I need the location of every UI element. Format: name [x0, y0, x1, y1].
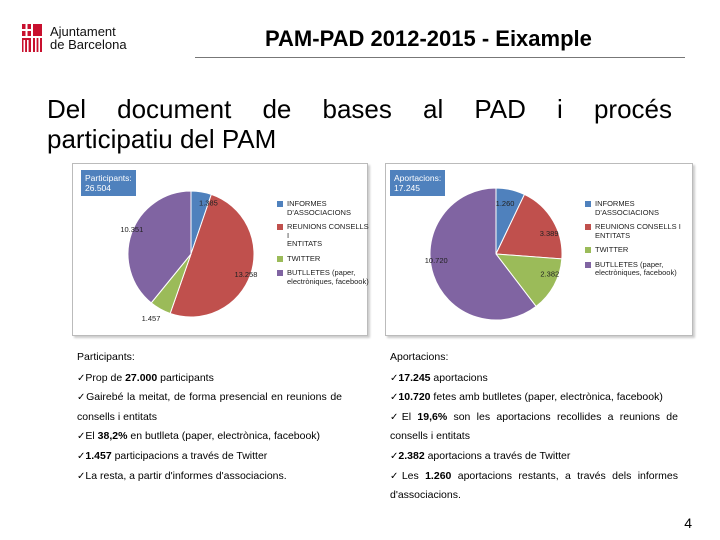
bullet-item: ✓1.457 participacions a través de Twitter	[77, 449, 268, 462]
legend-label: TWITTER	[595, 245, 629, 254]
check-icon: ✓	[390, 392, 399, 404]
bullet-item: ✓Prop de 27.000 participants	[77, 371, 214, 384]
check-icon: ✓	[390, 470, 402, 482]
badge-label: Aportacions:	[394, 173, 442, 183]
participants-chart-panel	[72, 163, 368, 336]
legend-label: electròniques, facebook)	[595, 268, 677, 277]
header-divider	[195, 57, 685, 58]
bullet-item: ✓Gairebé la meitat, de forma presencial en reunions de consells i entitats	[77, 391, 342, 423]
badge-value: 26.504	[85, 183, 111, 193]
check-icon: ✓	[77, 470, 86, 482]
aportacions-heading: Aportacions:	[390, 351, 449, 363]
legend-swatch	[585, 247, 591, 253]
badge-label: Participants:	[85, 173, 132, 183]
slice-label-butlletes: 10.351	[120, 225, 144, 235]
participants-legend	[277, 200, 369, 292]
legend-item-reunions	[585, 223, 691, 240]
legend-item-twitter	[585, 246, 691, 255]
bullet-item: ✓17.245 aportacions	[390, 371, 488, 384]
aportacions-text	[390, 348, 678, 506]
page-number: 4	[684, 515, 692, 531]
slice-label-twitter: 2.382	[540, 269, 560, 279]
legend-swatch	[277, 270, 283, 276]
legend-label: REUNIONS CONSELLS I	[595, 222, 681, 231]
check-icon: ✓	[390, 411, 402, 423]
slice-label-butlletes: 10.720	[424, 255, 448, 265]
legend-label: BUTLLETES (paper,	[287, 268, 356, 277]
legend-swatch	[277, 256, 283, 262]
slice-label-twitter: 1.457	[141, 313, 161, 323]
legend-item-butlletes	[277, 269, 369, 286]
slice-label-reunions: 13.258	[234, 269, 258, 279]
legend-swatch	[277, 224, 283, 230]
title-word: i	[557, 94, 563, 124]
legend-item-informes	[585, 200, 691, 217]
bullet-item: ✓El 38,2% en butlleta (paper, electrònica, facebook)	[77, 430, 321, 443]
title-word: Del	[47, 94, 87, 124]
legend-swatch	[585, 262, 591, 268]
badge-value: 17.245	[394, 183, 420, 193]
legend-label: ENTITATS	[287, 239, 323, 248]
check-icon: ✓	[390, 450, 399, 462]
participants-heading: Participants:	[77, 351, 135, 363]
legend-item-reunions	[277, 223, 369, 249]
check-icon: ✓	[77, 392, 87, 404]
legend-item-informes	[277, 200, 369, 217]
slice-label-informes: 1.260	[495, 199, 515, 209]
bullet-item: ✓2.382 aportacions a través de Twitter	[390, 449, 571, 462]
barcelona-shield-icon	[22, 24, 42, 52]
check-icon: ✓	[77, 450, 86, 462]
aportacions-chart-panel	[385, 163, 693, 336]
legend-label: D'ASSOCIACIONS	[287, 207, 351, 217]
legend-swatch	[585, 201, 591, 207]
title-word: al	[423, 94, 444, 124]
logo-line2: de Barcelona	[50, 37, 127, 52]
title-line1	[47, 94, 672, 124]
bullet-item: ✓10.720 fetes amb butlletes (paper, electrònica, facebook)	[390, 391, 663, 404]
check-icon: ✓	[390, 372, 399, 384]
check-icon: ✓	[77, 372, 86, 384]
legend-label: TWITTER	[287, 253, 321, 263]
bullet-item: ✓La resta, a partir d'informes d'associacions.	[77, 469, 287, 482]
bullet-item: ✓El 19,6% son les aportacions recollides a reunions de consells i entitats	[390, 410, 678, 443]
legend-label: D'ASSOCIACIONS	[595, 207, 659, 217]
logo-line1: Ajuntament	[50, 24, 116, 39]
legend-label: INFORMES	[287, 199, 327, 208]
legend-label: REUNIONS CONSELLS I	[287, 222, 369, 240]
title-word: PAD	[474, 94, 526, 124]
logo	[22, 22, 127, 54]
legend-item-twitter	[277, 255, 369, 264]
title-word: document	[117, 94, 232, 124]
legend-swatch	[277, 201, 283, 207]
header-title: PAM-PAD 2012-2015 - Eixample	[265, 26, 592, 51]
check-icon: ✓	[77, 431, 86, 443]
slice-label-informes: 1.385	[199, 198, 218, 208]
slice-label-reunions: 3.389	[539, 229, 559, 239]
title-word: procés	[593, 94, 672, 124]
legend-label: electròniques, facebook)	[287, 276, 369, 286]
title-word: bases	[322, 94, 392, 124]
title-word: de	[262, 94, 292, 124]
bullet-item: ✓Les 1.260 aportacions restants, a través dels informes d'associacions.	[390, 469, 678, 502]
legend-label: ENTITATS	[595, 230, 631, 240]
legend-label: BUTLLETES (paper,	[595, 259, 664, 269]
participants-text	[77, 348, 342, 486]
legend-item-butlletes	[585, 261, 691, 278]
title-line2: participatiu del PAM	[47, 124, 277, 154]
legend-label: INFORMES	[595, 199, 635, 208]
aportacions-legend	[585, 200, 691, 284]
legend-swatch	[585, 224, 591, 230]
page-title	[47, 94, 672, 154]
